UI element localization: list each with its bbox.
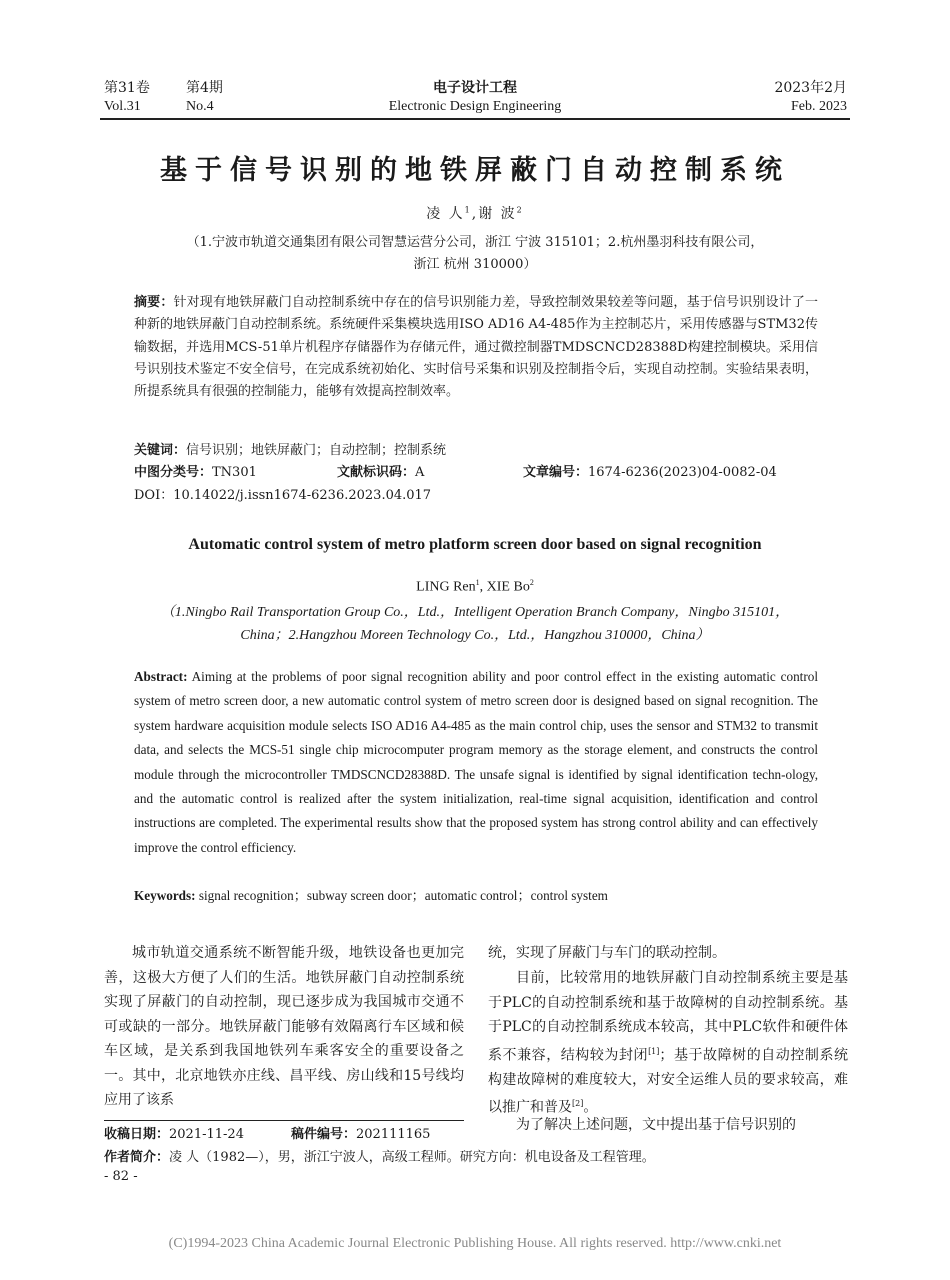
body-right-paragraph-1 xyxy=(488,966,848,1120)
affiliation-cn-line1: （1.宁波市轨道交通集团有限公司智慧运营分公司，浙江 宁波 315101；2.杭州墨羽科技有限公司， xyxy=(186,235,764,250)
doc-label: 文献标识码： xyxy=(337,465,416,480)
author-1-cn: 凌 人 xyxy=(426,206,465,222)
author-2-affil: 2 xyxy=(516,205,524,215)
author-sep-cn: , xyxy=(471,206,479,222)
abstract-cn xyxy=(134,292,818,403)
author-2-cn: 谢 波 xyxy=(478,206,517,222)
header-journal-cn: 电子设计工程 xyxy=(433,80,517,96)
article-number xyxy=(523,462,777,484)
keywords-cn-text: 信号识别；地铁屏蔽门；自动控制；控制系统 xyxy=(186,443,447,458)
header-date-cn: 2023年2月 xyxy=(774,80,847,96)
clc-code xyxy=(134,462,257,484)
keywords-cn-label: 关键词： xyxy=(134,443,187,458)
header-rule xyxy=(100,118,850,120)
paper-title-en: Automatic control system of metro platform screen door based on signal recognition xyxy=(188,536,762,553)
authors-cn xyxy=(0,203,950,223)
footnote-rule xyxy=(104,1120,464,1121)
keywords-cn xyxy=(134,440,818,462)
abstract-cn-text: 针对现有地铁屏蔽门自动控制系统中存在的信号识别能力差，导致控制效果较差等问题，基于信号识别设计了一种新的地铁屏蔽门自动控制系统。系统硬件采集模块选用ISO AD16 A4-485作为主控制芯片，采用传感器与STM32传输数据，并选用MCS-51单片机程序存储器作为存储元件，通过微控制器TMDSCNCD28388D构建控制模块。采用信号识别技术鉴定不安全信号，在完成系统初始化、实时信号采集和识别及控制指令后，实现自动控制。实验结果表明，所提系统具有很强的控制能力，能够有效提高控制效率。 xyxy=(134,295,818,400)
abstract-en xyxy=(134,665,818,860)
body-right-p1-text-b: ；基于故障树的自动控制系统构建故障树的难度较大，对安全运维人员的要求较高，难以推广和普及 xyxy=(488,1047,849,1116)
author-1-en-affil: 1 xyxy=(475,578,480,587)
author-bio xyxy=(104,1148,655,1168)
author-1-affil: 1 xyxy=(464,205,472,215)
abstract-en-text: Aiming at the problems of poor signal recognition ability and poor control effect in the existing automatic control system of metro screen door, a new automatic control system of metro screen door is designed based on signal recognition. The system hardware acquisition module selects ISO AD16 A4-485 as the main control chip, uses the sensor and STM32 to transmit data, and selects the MCS-51 single chip microcomputer program memory as the storage element, and constructs the control module through the microcontroller TMDSCNCD28388D. The unsafe signal is identified by signal identification techn-ology, and the automatic control is realized after the system initialization, real-time signal acquisition, identification and control instructions are completed. The experimental results show that the proposed system has strong control ability and can effectively improve the control efficiency. xyxy=(134,669,818,855)
header-date-en: Feb. 2023 xyxy=(791,99,847,114)
header-journal-en: Electronic Design Engineering xyxy=(388,99,562,114)
body-right-continuation: 统，实现了屏蔽门与车门的联动控制。 xyxy=(488,945,726,961)
bio-label: 作者简介： xyxy=(104,1150,170,1165)
copyright-notice: (C)1994-2023 China Academic Journal Electronic Publishing House. All rights reserved. http://www.cnki.net xyxy=(168,1236,782,1251)
affiliation-en xyxy=(100,601,850,647)
body-left-paragraph: 城市轨道交通系统不断智能升级，地铁设备也更加完善，这极大方便了人们的生活。地铁屏蔽门自动控制系统实现了屏蔽门的自动控制，现已逐步成为我国城市交通不可或缺的一部分。地铁屏蔽门能够有效隔离行车区域和候车区域，是关系到我国地铁列车乘客安全的重要设备之一。其中，北京地铁亦庄线、昌平线、房山线和15号线均应用了该系 xyxy=(104,945,464,1108)
received-date xyxy=(104,1125,244,1145)
affiliation-cn-line2: 浙江 杭州 310000） xyxy=(413,257,537,272)
author-sep-en: , xyxy=(479,579,487,595)
page-number: - 82 - xyxy=(104,1169,138,1184)
keywords-en xyxy=(134,885,818,907)
doi-value: 10.14022/j.issn1674-6236.2023.04.017 xyxy=(173,488,432,503)
article-label: 文章编号： xyxy=(523,465,589,480)
author-2-en-affil: 2 xyxy=(529,578,534,587)
manuscript-value: 202111165 xyxy=(356,1127,431,1142)
article-value: 1674-6236(2023)04-0082-04 xyxy=(588,465,777,480)
abstract-en-label: Abstract: xyxy=(134,669,188,684)
keywords-en-text: signal recognition；subway screen door；automatic control；control system xyxy=(195,888,608,903)
citation-1: [1] xyxy=(648,1046,660,1056)
clc-label: 中图分类号： xyxy=(134,465,213,480)
header-issue-cn: 第4期 xyxy=(186,80,223,96)
manuscript-label: 稿件编号： xyxy=(291,1127,357,1142)
clc-value: TN301 xyxy=(212,465,257,480)
keywords-en-label: Keywords: xyxy=(134,888,196,903)
affiliation-cn xyxy=(100,232,850,276)
doi xyxy=(134,485,431,507)
doi-label: DOI： xyxy=(134,488,174,503)
abstract-cn-label: 摘要： xyxy=(134,295,174,310)
header-volume-cn: 第31卷 xyxy=(104,80,150,96)
affiliation-en-line1: （1.Ningbo Rail Transportation Group Co.，Ltd.，Intelligent Operation Branch Company，Ningbo 315101， xyxy=(160,605,790,620)
header-volume-en: Vol.31 xyxy=(104,99,141,114)
header-issue-en: No.4 xyxy=(186,99,214,114)
bio-value: 凌 人（1982—），男，浙江宁波人，高级工程师。研究方向：机电设备及工程管理。 xyxy=(169,1150,655,1165)
body-right-p1-text-a: 目前，比较常用的地铁屏蔽门自动控制系统主要是基于PLC的自动控制系统和基于故障树的自动控制系统。基于PLC的自动控制系统成本较高，其中PLC软件和硬件体系不兼容，结构较为封闭 xyxy=(488,970,848,1064)
doc-code xyxy=(337,462,424,484)
body-right-p1-text-c: 。 xyxy=(583,1099,598,1116)
paper-title-cn: 基于信号识别的地铁屏蔽门自动控制系统 xyxy=(160,155,790,186)
doc-value: A xyxy=(415,465,425,480)
author-1-en: LING Ren xyxy=(416,579,476,595)
received-label: 收稿日期： xyxy=(104,1127,170,1142)
manuscript-number xyxy=(291,1125,430,1145)
received-value: 2021-11-24 xyxy=(169,1127,244,1142)
body-right-paragraph-2: 为了解决上述问题，文中提出基于信号识别的 xyxy=(516,1117,796,1133)
author-2-en: XIE Bo xyxy=(486,579,530,595)
authors-en xyxy=(100,578,850,596)
citation-2: [2] xyxy=(572,1099,584,1109)
affiliation-en-line2: China；2.Hangzhou Moreen Technology Co.，Ltd.，Hangzhou 310000，China） xyxy=(240,628,710,643)
